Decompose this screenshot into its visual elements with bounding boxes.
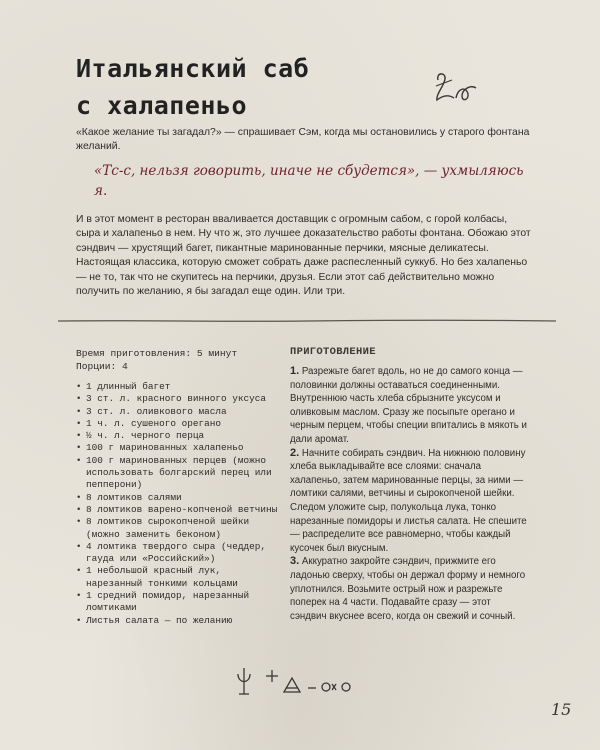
intro-text: «Какое желание ты загадал?» — спрашивает Сэм, когда мы остановились у старого фонтана желаний. — [76, 127, 530, 152]
intro-paragraph — [76, 126, 531, 154]
ingredient-item: • 4 ломтика твердого сыра (чеддер, гауда или «Российский») — [70, 541, 280, 566]
ingredient-item: • ½ ч. л. черного перца — [70, 430, 280, 442]
recipe-title — [76, 50, 436, 124]
step-text: Начните собирать сэндвич. На нижнюю половину хлеба выкладывайте все слоями: сначала халапеньо, затем маринованные перцы, за ними — ломтики салями, ветчины и сырокопченой шейки. Следом уложите сыр, полукольца лука, тонко нарезанные помидоры и листья салата. Не спешите — распределите все равномерно, чтобы каждый кусочек был вкусным. — [290, 447, 527, 554]
recipe-title-line-1: Итальянский саб — [76, 54, 310, 83]
ingredient-item: • 8 ломтиков сырокопченой шейки (можно заменить беконом) — [70, 516, 280, 541]
ingredient-item: • 1 длинный багет — [70, 381, 280, 393]
step-number: 3. — [290, 555, 300, 568]
ingredient-item: • 100 г маринованных халапеньо — [70, 442, 280, 454]
ingredient-item: • 1 ч. л. сушеного орегано — [70, 418, 280, 430]
page-number: 15 — [551, 700, 572, 719]
prep-time: Время приготовления: 5 минут — [76, 348, 238, 359]
ingredient-item: • Листья салата — по желанию — [70, 615, 280, 627]
step-number: 2. — [290, 446, 300, 459]
handwritten-quote: «Тс-с, нельзя говорить, иначе не сбудется», — ухмыляюсь я. — [94, 163, 524, 199]
recipe-title-line-2: с халапеньо — [76, 91, 248, 120]
section-divider — [58, 318, 556, 324]
method-step — [290, 555, 530, 623]
method-heading: ПРИГОТОВЛЕНИЕ — [290, 346, 376, 358]
portions: Порции: 4 — [76, 361, 128, 372]
step-number: 1. — [290, 365, 300, 377]
ingredient-item: • 3 ст. л. оливкового масла — [70, 406, 280, 418]
story-paragraph: И в этот момент в ресторан вваливается доставщик с огромным сабом, с горой колбасы, сыра и халапеньо в нем. Ну что ж, это лучшее доказательство работы фонтана. Обожаю этот сэндвич — хрустящий багет, пикантные маринованные перчики, мясные деликатесы. Настоящая классика, которую сможет собрать даже распесленный суккуб. Но без халапеньо — не то, так что не скупитесь на перчики, друзья. Если этот саб действительно можно получить по желанию, я бы загадал еще один. Или три. — [76, 214, 531, 298]
occult-glyphs-icon — [236, 662, 366, 702]
handwritten-sigil-icon — [432, 70, 494, 104]
ingredient-item: • 8 ломтиков варено-копченой ветчины — [70, 504, 280, 516]
method-step — [290, 447, 530, 556]
step-text: Аккуратно закройте сэндвич, прижмите его ладонью сверху, чтобы он держал форму и немного уплотнился. Возьмите острый нож и разрежьте поперек на 4 части. Подавайте сразу — этот сэндвич вкуснее всего, когда он свежий и сочный. — [290, 556, 526, 622]
method-steps — [290, 365, 530, 623]
ingredient-item: • 3 ст. л. красного винного уксуса — [70, 393, 280, 405]
method-step — [290, 365, 530, 447]
ingredients-list — [70, 381, 280, 627]
recipe-meta — [76, 347, 276, 373]
ingredient-item: • 100 г маринованных перцев (можно использовать болгарский перец или пепперони) — [70, 455, 280, 492]
step-text: Разрежьте багет вдоль, но не до самого конца — половинки должны оставаться соединенными. Внутреннюю часть хлеба сбрызните уксусом и оливковым маслом. Сразу же посыпьте орегано и черным перцем, чтобы специи впитались в мякоть и дали аромат. — [290, 366, 527, 445]
ingredient-item: • 1 средний помидор, нарезанный ломтиками — [70, 590, 280, 615]
ingredient-item: • 8 ломтиков салями — [70, 492, 280, 504]
ingredient-item: • 1 небольшой красный лук, нарезанный тонкими кольцами — [70, 565, 280, 590]
